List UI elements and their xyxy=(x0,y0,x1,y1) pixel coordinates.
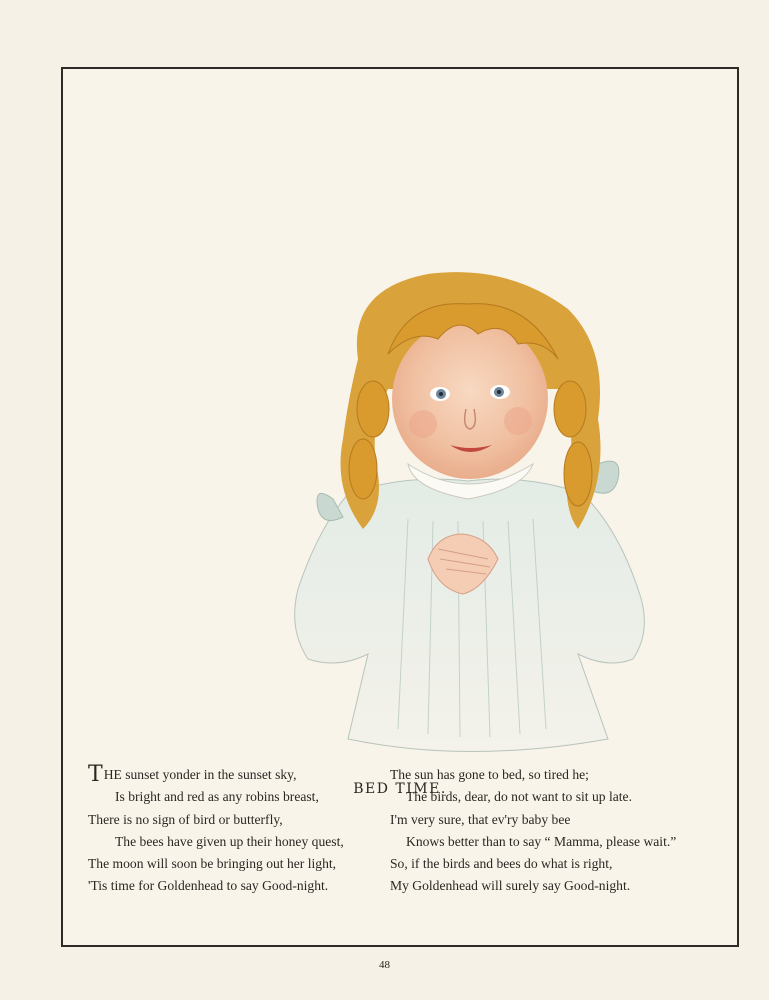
poem-line: So, if the birds and bees do what is right, xyxy=(390,856,613,872)
page-number: 48 xyxy=(379,959,390,971)
poem-left-column xyxy=(88,764,390,898)
poem-line: The sun has gone to bed, so tired he; xyxy=(390,767,589,782)
girl-illustration xyxy=(278,259,658,759)
poem xyxy=(88,764,738,898)
poem-line: The birds, dear, do not want to sit up late. xyxy=(406,789,632,805)
drop-cap: T xyxy=(88,762,103,787)
poem-right-column xyxy=(390,764,676,898)
poem-line: 'Tis time for Goldenhead to say Good-night. xyxy=(88,878,329,894)
poem-line: Is bright and red as any robins breast, xyxy=(115,789,319,805)
poem-line: Knows better than to say “ Mamma, please wait.” xyxy=(406,833,677,849)
poem-line: My Goldenhead will surely say Good-night. xyxy=(390,878,631,894)
poem-title: BED TIME. xyxy=(353,781,447,797)
poem-line: THE sunset yonder in the sunset sky, xyxy=(88,762,297,787)
poem-line: The moon will soon be bringing out her light, xyxy=(88,856,337,872)
poem-line: There is no sign of bird or butterfly, xyxy=(88,811,283,827)
poem-line: The bees have given up their honey quest, xyxy=(115,833,344,849)
poem-line: I'm very sure, that ev'ry baby bee xyxy=(390,811,571,827)
